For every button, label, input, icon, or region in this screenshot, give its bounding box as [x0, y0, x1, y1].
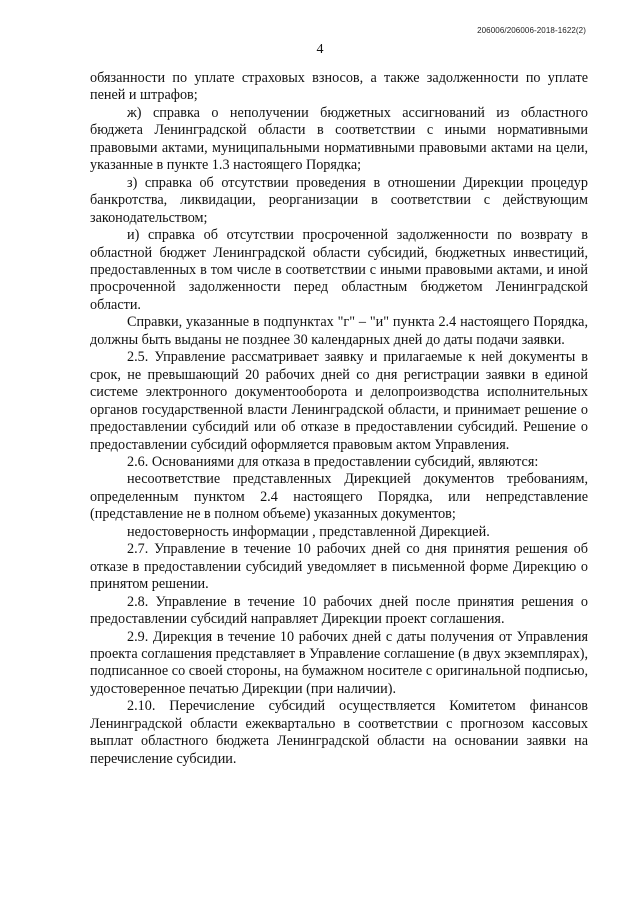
document-body [90, 70, 588, 768]
paragraph-i: и) справка об отсутствии просроченной задолженности по возврату в областной бюджет Ленинградской области субсидий, бюджетных инвестиций, предоставленных в том числе в соответствии с иными правовыми актами, и иной просроченной задолженности перед областным бюджетом Ленинградской области. [90, 227, 588, 313]
paragraph-2-6: 2.6. Основаниями для отказа в предоставлении субсидий, являются: [127, 453, 539, 470]
paragraph-e-continuation: обязанности по уплате страховых взносов, а также задолженности по уплате пеней и штрафов; [90, 70, 588, 104]
paragraph-zh: ж) справка о неполучении бюджетных ассигнований из областного бюджета Ленинградской области в соответствии с иными нормативными правовыми актами, муниципальными нормативными правовыми актами на цели, указанные в пункте 1.3 настоящего Порядка; [90, 104, 588, 174]
page-number: 4 [316, 42, 324, 57]
paragraph-2-10: 2.10. Перечисление субсидий осуществляется Комитетом финансов Ленинградской области ежеквартально в соответствии с прогнозом кассовых выплат областного бюджета Ленинградской области на основании заявки на перечисление субсидии. [90, 698, 588, 767]
paragraph-certificates: Справки, указанные в подпунктах "г" – "и" пункта 2.4 настоящего Порядка, должны быть выданы не позднее 30 календарных дней до даты подачи заявки. [90, 314, 588, 348]
paragraph-2-7: 2.7. Управление в течение 10 рабочих дней со дня принятия решения об отказе в предоставлении субсидий уведомляет в письменной форме Дирекцию о принятом решении. [90, 541, 588, 593]
paragraph-z: з) справка об отсутствии проведения в отношении Дирекции процедур банкротства, ликвидации, реорганизации в соответствии с действующим законодательством; [90, 174, 588, 226]
paragraph-2-5: 2.5. Управление рассматривает заявку и прилагаемые к ней документы в срок, не превышающий 20 рабочих дней со дня регистрации заявки в единой системе электронного документооборота и делопроизводства исполнительных органов государственной власти Ленинградской области, и принимает решение о предоставлении субсидий или об отказе в предоставлении субсидий. Решение о предоставлении субсидий оформляется правовым актом Управления. [90, 349, 588, 453]
paragraph-2-6-item-2: недостоверность информации , представленной Дирекцией. [127, 523, 490, 540]
paragraph-2-8: 2.8. Управление в течение 10 рабочих дней после принятия решения о предоставлении субсидий направляет Дирекции проект соглашения. [90, 593, 588, 628]
paragraph-2-9: 2.9. Дирекция в течение 10 рабочих дней с даты получения от Управления проекта соглашения представляет в Управление соглашение (в двух экземплярах), подписанное со своей стороны, на бумажном носителе с оригинальной подписью, удостоверенное печатью Дирекции (при наличии). [90, 628, 588, 697]
document-id: 206006/206006-2018-1622(2) [477, 26, 586, 35]
paragraph-2-6-item-1: несоответствие представленных Дирекцией документов требованиям, определенным пунктом 2.4 настоящего Порядка, или непредставление (представление не в полном объеме) указанных документов; [90, 471, 588, 523]
